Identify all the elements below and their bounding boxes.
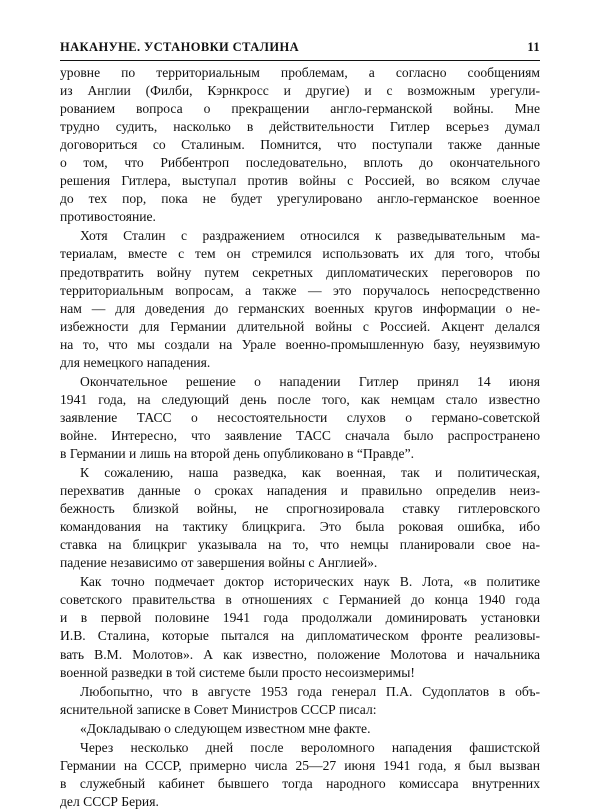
text-line: перехватив данные о сроках нападения и правильно определив неиз-	[60, 483, 540, 499]
text-line: рованием вопроса о прекращении англо-германской войны. Мне	[60, 101, 540, 117]
paragraph	[60, 64, 540, 226]
text-line: трудно судить, насколько в действительности Гитлер всерьез думал	[60, 119, 540, 135]
header-rule	[60, 60, 540, 61]
text-line: 1941 года, на следующий день после того, как немцам стало известно	[60, 391, 540, 407]
text-line: бежность близкой войны, не спрогнозировала ставку гитлеровского	[60, 501, 540, 517]
text-line: военной разведки в той системе были просто несоизмеримы!	[60, 664, 415, 680]
text-line: предотвратить войну путем секретных дипломатических переговоров по	[60, 264, 540, 280]
text-line: противостояние.	[60, 209, 156, 225]
text-line: Окончательное решение о нападении Гитлер принял 14 июня	[80, 373, 540, 389]
text-line: Через несколько дней после вероломного нападения фашистской	[80, 739, 540, 755]
text-line: К сожалению, наша разведка, как военная, так и политическая,	[80, 465, 540, 481]
text-line: «Докладываю о следующем известном мне факте.	[80, 720, 371, 736]
text-line: ставка на блицкриг указывала на то, что немцы планировали свое на-	[60, 537, 540, 553]
text-line: договориться со Сталиным. Помнится, что поступали также данные	[60, 137, 540, 153]
text-line: решения Гитлера, выступал против войны с Россией, во всяком случае	[60, 173, 540, 189]
text-line: о том, что Риббентроп последовательно, вплоть до окончательного	[60, 155, 540, 171]
text-line: и в первой половине 1941 года продолжали доминировать установки	[60, 610, 540, 626]
text-line: до тех пор, пока не будет урегулировано англо-германское военное	[60, 191, 540, 207]
text-line: дел СССР Берия.	[60, 793, 159, 809]
running-title: НАКАНУНЕ. УСТАНОВКИ СТАЛИНА	[60, 40, 300, 54]
page-body-text	[60, 64, 540, 811]
text-line: из Англии (Филби, Кэрнкросс и другие) и с возможным урегули-	[60, 83, 540, 99]
running-header	[60, 38, 540, 58]
paragraph	[60, 464, 540, 572]
text-line: нам — для доведения до германских военных кругов информации о не-	[60, 300, 540, 316]
text-line: войне. Интересно, что заявление ТАСС сначала было распространено	[60, 427, 540, 443]
text-line: заявление ТАСС о несостоятельности слухов о германо-советской	[60, 409, 540, 425]
text-line: вать В.М. Молотов». А как известно, положение Молотова и начальника	[60, 646, 540, 662]
text-line: яснительной записке в Совет Министров СССР писал:	[60, 701, 377, 717]
text-line: Любопытно, что в августе 1953 года генерал П.А. Судоплатов в объ-	[80, 683, 540, 699]
paragraph	[60, 373, 540, 463]
paragraph	[60, 573, 540, 681]
text-line: советского правительства в отношениях с Германией до конца 1940 года	[60, 592, 540, 608]
text-line: уровне по территориальным проблемам, а согласно сообщениям	[60, 65, 540, 80]
text-line: Хотя Сталин с раздражением относился к разведывательным ма-	[80, 228, 540, 244]
page-number: 11	[527, 40, 540, 54]
text-line: для немецкого нападения.	[60, 354, 211, 370]
text-line: избежности для Германии длительной войны с Россией. Акцент делался	[60, 318, 540, 334]
text-line: И.В. Сталина, которые пытался на дипломатическом фронте реализовы-	[60, 628, 540, 644]
text-line: на то, что мы создали на Урале военно-промышленную базу, неуязвимую	[60, 336, 540, 352]
text-line: Германии на СССР, примерно числа 25—27 июня 1941 года, я был вызван	[60, 757, 540, 773]
paragraph	[60, 227, 540, 371]
text-line: территориальным вопросам, а также — это поручалось непосредственно	[60, 282, 540, 298]
text-line: в Германии и лишь на второй день опубликовано в “Правде”.	[60, 445, 415, 461]
text-line: териалам, вместе с тем он стремился использовать их для того, чтобы	[60, 246, 540, 262]
text-line: Как точно подмечает доктор исторических наук В. Лота, «в политике	[80, 574, 540, 590]
text-line: в служебный кабинет бывшего тогда народного комиссара внутренних	[60, 775, 540, 791]
text-line: командования на тактику блицкрига. Это была роковая ошибка, ибо	[60, 519, 540, 535]
paragraph	[60, 683, 540, 719]
text-line: падение независимо от завершения войны с Англией».	[60, 555, 378, 571]
paragraph	[60, 720, 540, 738]
